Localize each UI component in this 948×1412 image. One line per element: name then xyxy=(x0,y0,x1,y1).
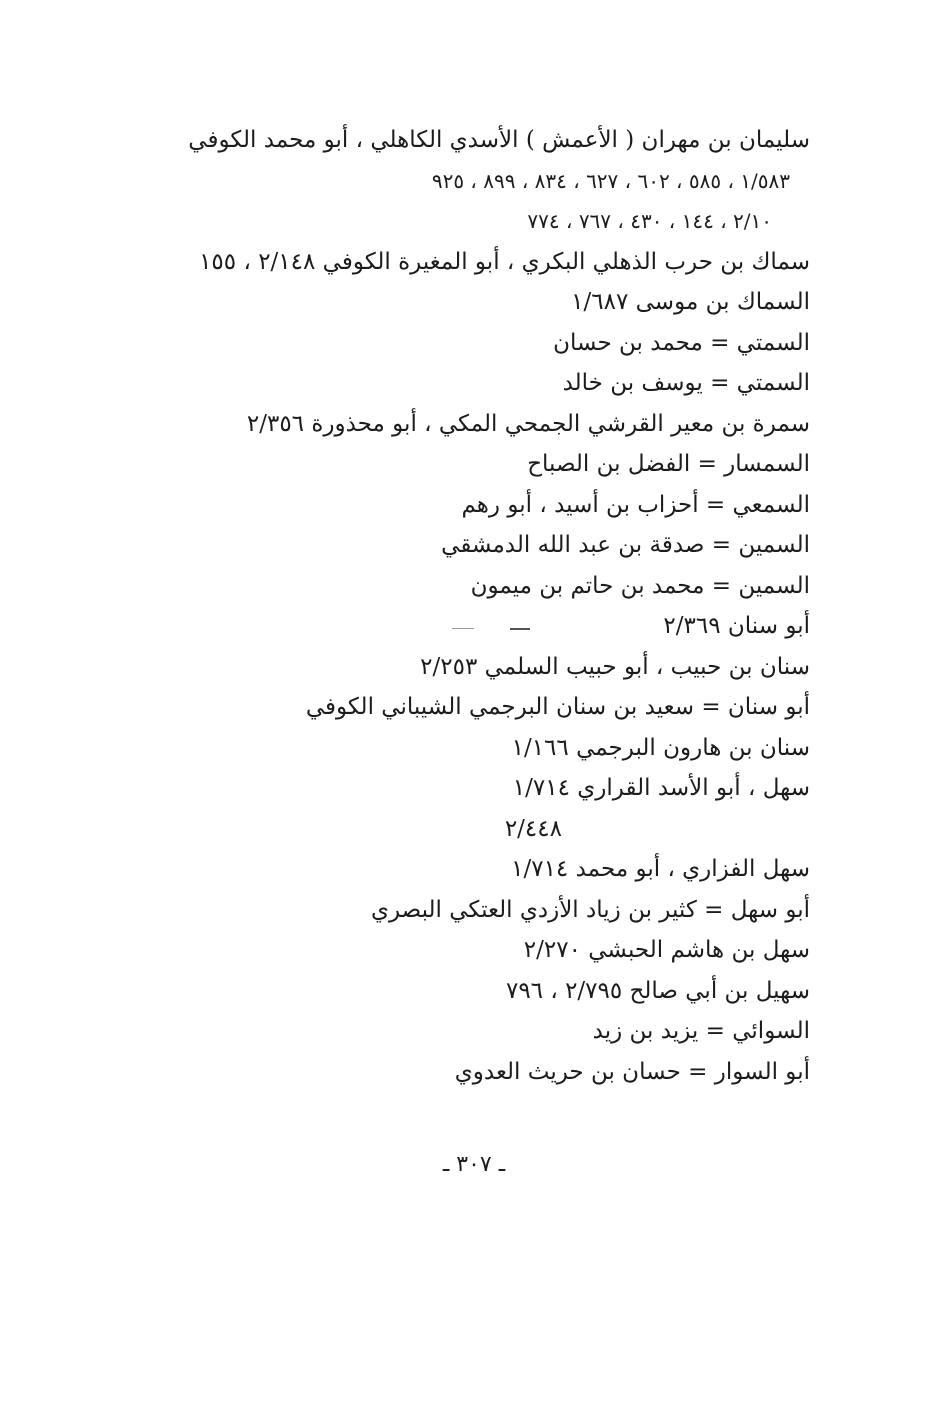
index-entry: سنان بن هارون البرجمي ١/١٦٦ xyxy=(511,734,810,761)
index-entry: سهل بن هاشم الحبشي ٢/٢٧٠ xyxy=(523,937,810,963)
index-entries xyxy=(110,120,810,1092)
index-entry: السمسار = الفضل بن الصباح xyxy=(527,451,810,477)
index-entry: سمرة بن معير القرشي الجمحي المكي ، أبو محذورة ٢/٣٥٦ xyxy=(246,410,810,437)
index-entry: سهل الفزاري ، أبو محمد ١/٧١٤ xyxy=(511,856,810,882)
scan-mark xyxy=(452,628,474,629)
index-entry-references: ٢/١٠ ، ١٤٤ ، ٤٣٠ ، ٧٦٧ ، ٧٧٤ xyxy=(527,209,772,233)
page-number: ـ ٣٠٧ ـ xyxy=(442,1152,506,1177)
index-entry: السمتي = محمد بن حسان xyxy=(553,329,810,356)
index-entry: أبو سنان = سعيد بن سنان البرجمي الشيباني الكوفي xyxy=(305,694,810,720)
index-entry-continuation: ٢/٤٤٨ xyxy=(504,815,562,842)
index-entry: السماك بن موسى ١/٦٨٧ xyxy=(571,289,810,315)
index-entry: سهل ، أبو الأسد القراري ١/٧١٤ xyxy=(512,775,810,801)
index-entry: أبو سنان ٢/٣٦٩ xyxy=(663,613,810,639)
index-entry: سهيل بن أبي صالح ٢/٧٩٥ ، ٧٩٦ xyxy=(505,977,810,1004)
index-entry: أبو سهل = كثير بن زياد الأزدي العتكي البصري xyxy=(370,896,810,923)
index-entry: سليمان بن مهران ( الأعمش ) الأسدي الكاهلي ، أبو محمد الكوفي xyxy=(188,127,810,153)
index-entry-references: ١/٥٨٣ ، ٥٨٥ ، ٦٠٢ ، ٦٢٧ ، ٨٣٤ ، ٨٩٩ ، ٩٢٥ xyxy=(431,168,790,193)
scan-mark xyxy=(510,628,530,630)
index-entry: أبو السوار = حسان بن حريث العدوي xyxy=(454,1058,810,1085)
index-entry: السمعي = أحزاب بن أسيد ، أبو رهم xyxy=(461,491,810,518)
index-entry: سماك بن حرب الذهلي البكري ، أبو المغيرة الكوفي ٢/١٤٨ ، ١٥٥ xyxy=(199,248,810,275)
index-entry: السمين = محمد بن حاتم بن ميمون xyxy=(470,572,810,599)
index-entry: السمتي = يوسف بن خالد xyxy=(562,370,810,396)
index-entry: السمين = صدقة بن عبد الله الدمشقي xyxy=(441,532,810,558)
index-entry: السوائي = يزيد بن زيد xyxy=(592,1018,810,1044)
index-entry: سنان بن حبيب ، أبو حبيب السلمي ٢/٢٥٣ xyxy=(420,653,810,680)
